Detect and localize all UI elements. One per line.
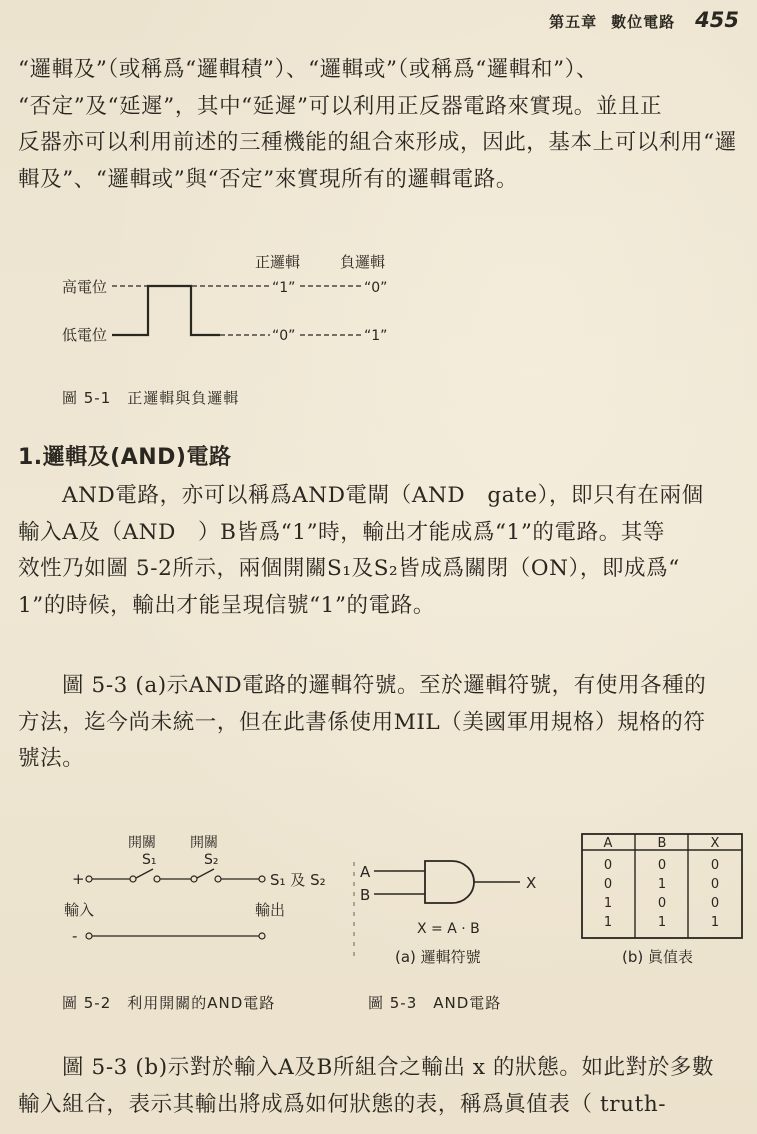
output-condition-label: S₁ 及 S₂ [270,871,326,889]
text-line: “否定”及“延遲”，其中“延遲”可以利用正反器電路來實現。並且正 [18,93,663,119]
s1-label: S₁ [142,852,157,868]
truth-table-cell: 1 [603,896,613,911]
gate-output-x-label: X [526,874,537,892]
figure-5-1-caption: 圖 5-1 正邏輯與負邏輯 [62,389,240,407]
text-line: AND電路，亦可以稱爲AND電閘（AND gate），即只有在兩個 [62,483,704,508]
output-label: 輸出 [255,901,286,919]
figure-5-1-logic-levels [0,240,460,380]
figure-5-3a-and-gate [340,820,560,980]
low-negative-value: “1” [364,328,388,344]
figure-5-2-switch-circuit [50,820,350,960]
plus-terminal-label: + [72,870,85,888]
logic-symbol-caption: (a) 邏輯符號 [395,948,481,966]
symbol-paragraph [18,668,743,778]
text-line: 號法。 [18,746,85,771]
truth-table-cell: 1 [603,915,613,930]
truth-table-cell: 1 [710,915,720,930]
figure-5-3-caption: 圖 5-3 AND電路 [368,994,502,1012]
text-line: 輸入組合，表示其輸出將成爲如何狀態的表，稱爲眞值表（ truth- [18,1091,667,1117]
text-line: 輯及”、“邏輯或”與“否定”來實現所有的邏輯電路。 [18,166,518,192]
intro-paragraph [18,52,743,198]
s2-label: S₂ [204,852,219,868]
truth-table-cell: 0 [603,877,613,892]
truth-table-header: B [657,836,667,851]
truth-table-cell: 0 [710,877,720,892]
text-line: 圖 5-3 (b)示對於輸入A及B所組合之輸出 x 的狀態。如此對於多數 [62,1055,715,1080]
truth-table-cell: 0 [710,896,720,911]
low-positive-value: “0” [272,328,296,344]
text-line: 反器亦可以利用前述的三種機能的組合來形成，因此，基本上可以利用“邏 [18,130,737,155]
negative-logic-label: 負邏輯 [340,253,386,271]
high-positive-value: “1” [272,280,296,296]
figure-5-2-caption: 圖 5-2 利用開關的AND電路 [62,994,276,1012]
truth-table-cell: 0 [603,858,613,873]
truth-table-header: X [710,836,720,851]
truth-table-header: A [603,836,613,851]
and-gate-symbol [425,861,474,903]
truth-table-cell: 1 [657,915,667,930]
truth-table-cell: 1 [657,877,667,892]
text-line: 方法，迄今尚未統一，但在此書係使用MIL（美國軍用規格）規格的符 [18,709,706,735]
page-number: 455 [695,8,739,32]
text-line: 1”的時候，輸出才能呈現信號“1”的電路。 [18,592,435,618]
truth-table-cell: 0 [710,858,720,873]
switch-2-label: 開關 [190,835,218,851]
positive-logic-label: 正邏輯 [255,253,301,271]
text-line: 效性乃如圖 5-2所示，兩個開關S₁及S₂皆成爲關閉（ON），即成爲“ [18,556,680,581]
truth-table-cell: 0 [657,858,667,873]
high-negative-value: “0” [364,280,388,296]
low-level-label: 低電位 [62,326,108,344]
text-line: 輸入A及（AND ）B皆爲“1”時，輸出才能成爲“1”的電路。其等 [18,519,666,545]
figure-5-3b-truth-table [570,825,757,975]
high-level-label: 高電位 [62,278,108,296]
text-line: 圖 5-3 (a)示AND電路的邏輯符號。至於邏輯符號，有使用各種的 [62,673,707,698]
section-label: 數位電路 [611,13,676,31]
switch-1-label: 開關 [128,835,156,851]
input-label: 輸入 [64,901,95,919]
gate-input-b-label: B [360,886,371,904]
truth-table-caption: (b) 眞值表 [622,948,693,966]
and-paragraph [18,478,743,624]
truth-table-cell: 0 [657,896,667,911]
boolean-equation: X = A · B [417,921,480,937]
chapter-label: 第五章 [549,13,598,31]
minus-terminal-label: - [72,927,78,945]
text-line: “邏輯及”（或稱爲“邏輯積”）、“邏輯或”（或稱爲“邏輯和”）、 [18,57,599,82]
gate-input-a-label: A [360,863,371,881]
closing-paragraph [18,1050,743,1123]
section-title: 1.邏輯及(AND)電路 [18,445,232,470]
running-header [549,8,739,32]
